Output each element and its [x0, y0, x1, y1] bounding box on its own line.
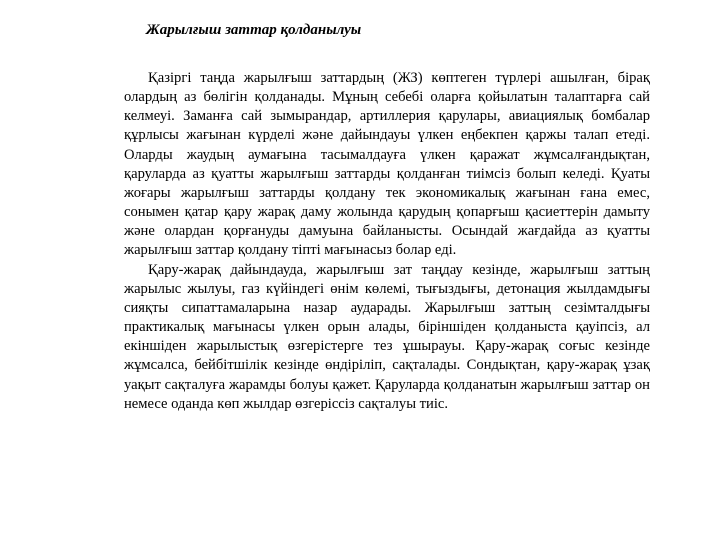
- document-title: Жарылғыш заттар қолданылуы: [146, 22, 362, 38]
- document-body: [124, 69, 650, 414]
- paragraph: Қару-жарақ дайындауда, жарылғыш зат таңдау кезінде, жарылғыш заттың жарылыс жылуы, газ күйіндегі өнім көлемі, тығыздығы, детонация жылдамдығы сияқты сипаттамаларына назар аударады. Жарылғыш заттың сезімталдығы практикалық мағынасы үлкен орын алады, біріншіден қолданыста қауіпсіз, ал екіншіден жарылыстық өзгерістерге тез ұшырауы. Қару-жарақ соғыс кезінде жұмсалса, бейбітшілік кезінде өндіріліп, сақталады. Сондықтан, қару-жарақ ұзақ уақыт сақталуға жарамды болуы қажет. Қаруларда қолданатын жарылғыш заттар он немесе оданда көп жылдар өзгеріссіз сақталуы тиіс.: [124, 261, 650, 412]
- paragraph: Қазіргі таңда жарылғыш заттардың (ЖЗ) көптеген түрлері ашылған, бірақ олардың аз бөлігін қолданады. Мұның себебі оларға қойылатын талаптарға сай келмеуі. Заманға сай зымырандар, артиллерия қарулары, авиациялық бомбалар құрлысы жағынан күрделі және дайындауы үлкен еңбекпен қаржы талап етеді. Оларды жаудың аумағына тасымалдауға үлкен қаражат жұмсалғандықтан, қаруларда аз қуатты жарылғыш заттарды қолданған тиімсіз болып келеді. Қуаты жоғары жарылғыш заттарды қолдану тек экономикалық жағынан ғана емес, сонымен қатар қару жарақ даму жолында қарудың қопарғыш қасиеттерін дамыту және олардан қорғануды дамуына байланысты. Осындай жағдайда аз қуатты жарылғыш заттар қолдану тіпті мағынасыз болар еді.: [124, 70, 650, 259]
